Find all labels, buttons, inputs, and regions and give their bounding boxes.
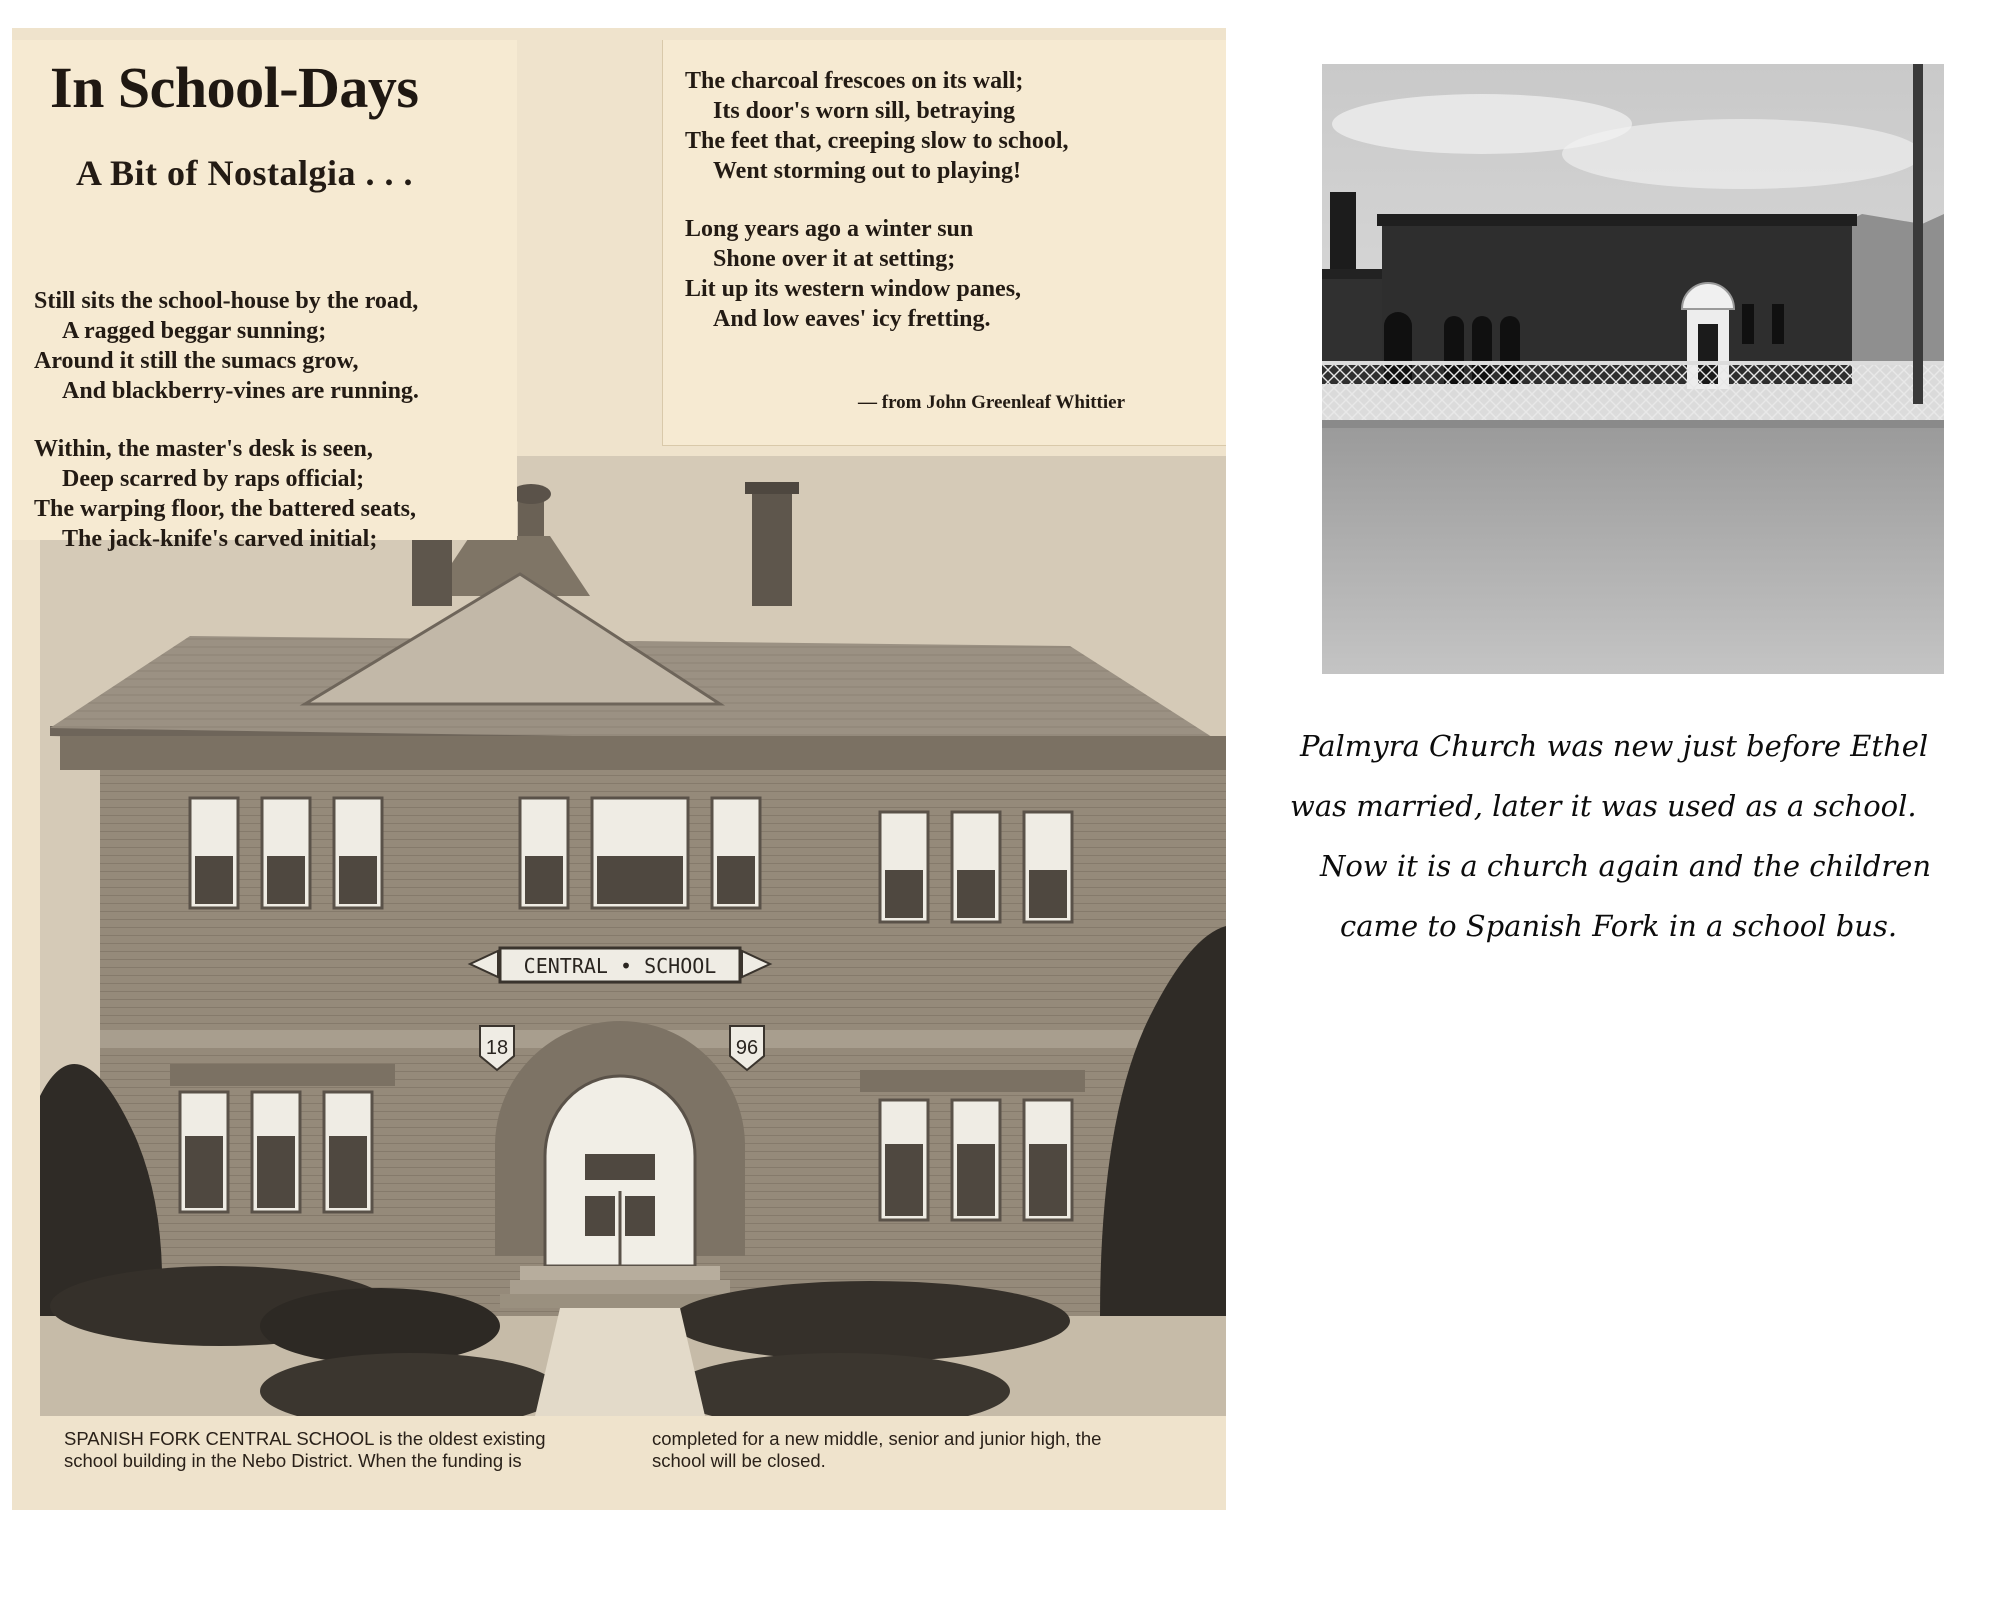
newspaper-clipping: [12, 28, 1226, 1510]
verse-line: Its door's worn sill, betraying: [713, 98, 1016, 124]
verse-line: Deep scarred by raps official;: [62, 466, 365, 492]
stanza-4: [685, 214, 1021, 334]
poem-attribution: — from John Greenleaf Whittier: [858, 392, 1126, 413]
verse-line: Went storming out to playing!: [713, 158, 1022, 184]
stanza-3: [685, 66, 1069, 186]
caption-line: school building in the Nebo District. When the funding is: [64, 1450, 522, 1471]
caption-line: school will be closed.: [652, 1450, 826, 1471]
verse-line: Within, the master's desk is seen,: [34, 436, 373, 462]
poem-panel-left: [12, 40, 517, 552]
photo-caption-left: [64, 1428, 546, 1472]
caption-line: SPANISH FORK CENTRAL SCHOOL is the oldest existing: [64, 1428, 546, 1449]
verse-line: Around it still the sumacs grow,: [34, 348, 359, 374]
verse-line: A ragged beggar sunning;: [62, 318, 327, 344]
verse-line: The charcoal frescoes on its wall;: [685, 68, 1024, 94]
note-line: Now it is a church again and the children: [1320, 849, 1932, 883]
photo-caption-right: [652, 1428, 1101, 1472]
caption-line: completed for a new middle, senior and junior high, the: [652, 1428, 1102, 1449]
verse-line: Still sits the school-house by the road,: [34, 288, 419, 314]
verse-line: The jack-knife's carved initial;: [62, 526, 378, 552]
verse-line: Lit up its western window panes,: [685, 276, 1022, 302]
note-line: Palmyra Church was new just before Ethel: [1300, 729, 1929, 763]
verse-line: And blackberry-vines are running.: [62, 378, 419, 404]
family-note: [1290, 716, 1980, 956]
date-plaque-left: 18: [485, 1037, 509, 1059]
date-plaque-right: 96: [735, 1037, 759, 1059]
central-school-photo: [40, 456, 1226, 1416]
verse-line: Long years ago a winter sun: [685, 216, 974, 242]
poem-subtitle: A Bit of Nostalgia . . .: [76, 153, 414, 193]
poem-title: In School-Days: [50, 55, 419, 120]
verse-line: The warping floor, the battered seats,: [34, 496, 416, 522]
verse-line: Shone over it at setting;: [713, 246, 956, 272]
note-line: came to Spanish Fork in a school bus.: [1340, 909, 1898, 943]
stanza-2: [34, 434, 416, 554]
poem-panel-right: [662, 40, 1226, 446]
central-school-sign: CENTRAL • SCHOOL: [523, 954, 717, 978]
stanza-1: [34, 286, 419, 406]
note-line: was married, later it was used as a school.: [1290, 789, 1917, 823]
verse-line: And low eaves' icy fretting.: [713, 306, 991, 332]
verse-line: The feet that, creeping slow to school,: [685, 128, 1069, 154]
palmyra-church-photo: [1322, 64, 1944, 674]
